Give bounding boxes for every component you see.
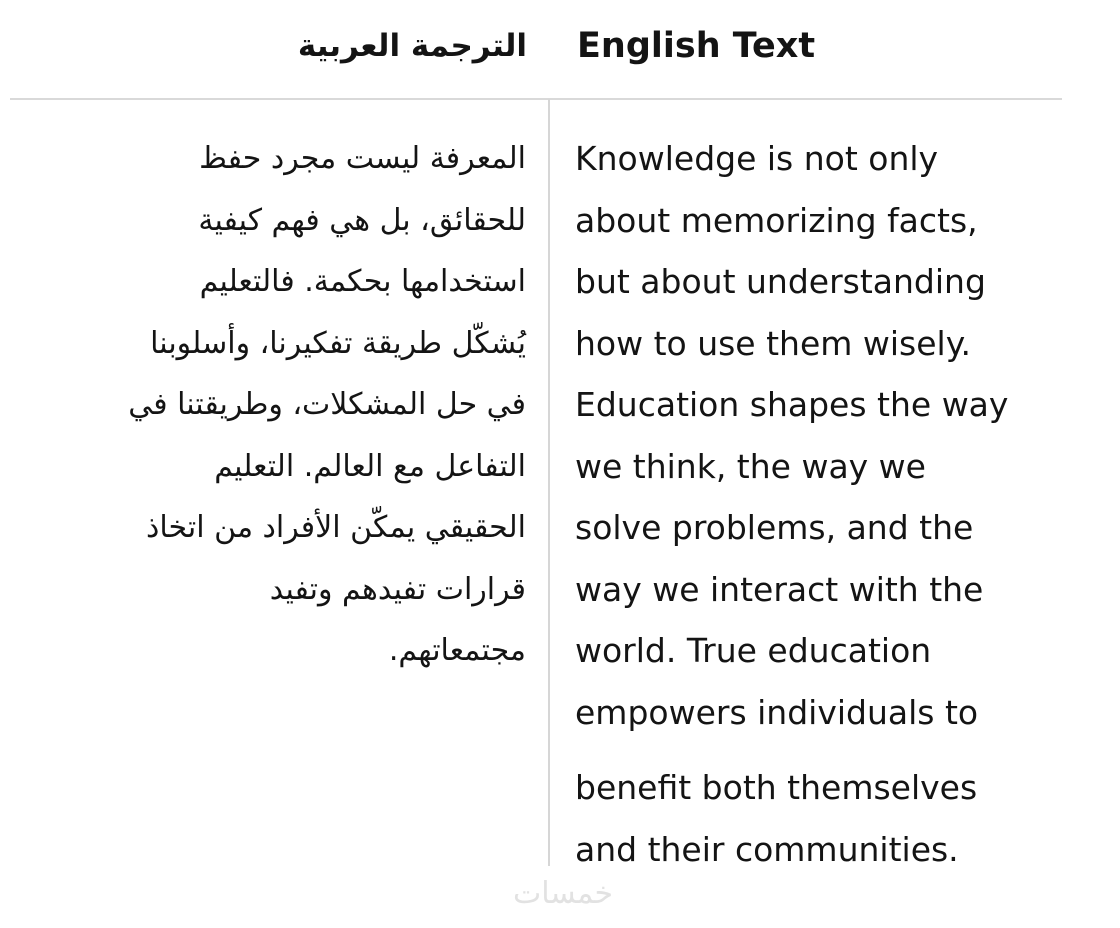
english-text-line: solve problems, and the <box>575 508 974 547</box>
english-text-line: about memorizing facts, <box>575 200 978 240</box>
english-text-line: and their communities. <box>575 829 959 869</box>
english-text-line: but about understanding <box>575 262 986 301</box>
english-text-line: benefit both themselves <box>575 768 978 807</box>
arabic-text-line: يُشكّل طريقة تفكيرنا، وأسلوبنا <box>150 325 526 361</box>
arabic-column-header: الترجمة العربية <box>297 28 527 64</box>
arabic-text-line: مجتمعاتهم. <box>388 633 526 668</box>
header-divider <box>10 98 1062 100</box>
english-text-line: world. True education <box>575 631 932 670</box>
english-text-line: way we interact with the <box>575 569 984 609</box>
arabic-text-line: في حل المشكلات، وطريقتنا في <box>128 387 526 422</box>
watermark-logo: خمسات <box>512 876 614 911</box>
arabic-text-line: الحقيقي يمكّن الأفراد من اتخاذ <box>146 510 526 545</box>
arabic-text-line: المعرفة ليست مجرد حفظ <box>199 141 526 176</box>
column-divider <box>548 99 550 866</box>
arabic-text-line: قرارات تفيدهم وتفيد <box>269 571 526 607</box>
english-text-line: empowers individuals to <box>575 692 979 732</box>
english-text-line: Knowledge is not only <box>575 139 939 178</box>
arabic-text-line: للحقائق، بل هي فهم كيفية <box>198 202 526 238</box>
english-column-header: English Text <box>577 26 816 66</box>
arabic-text-line: استخدامها بحكمة. فالتعليم <box>199 264 526 299</box>
english-text-line: how to use them wisely. <box>575 323 972 363</box>
arabic-text-column <box>26 128 526 682</box>
arabic-text-line: التفاعل مع العالم. التعليم <box>214 448 526 484</box>
english-text-column <box>575 128 1075 880</box>
english-text-line: Education shapes the way <box>575 385 1009 424</box>
english-text-line: we think, the way we <box>575 446 926 486</box>
